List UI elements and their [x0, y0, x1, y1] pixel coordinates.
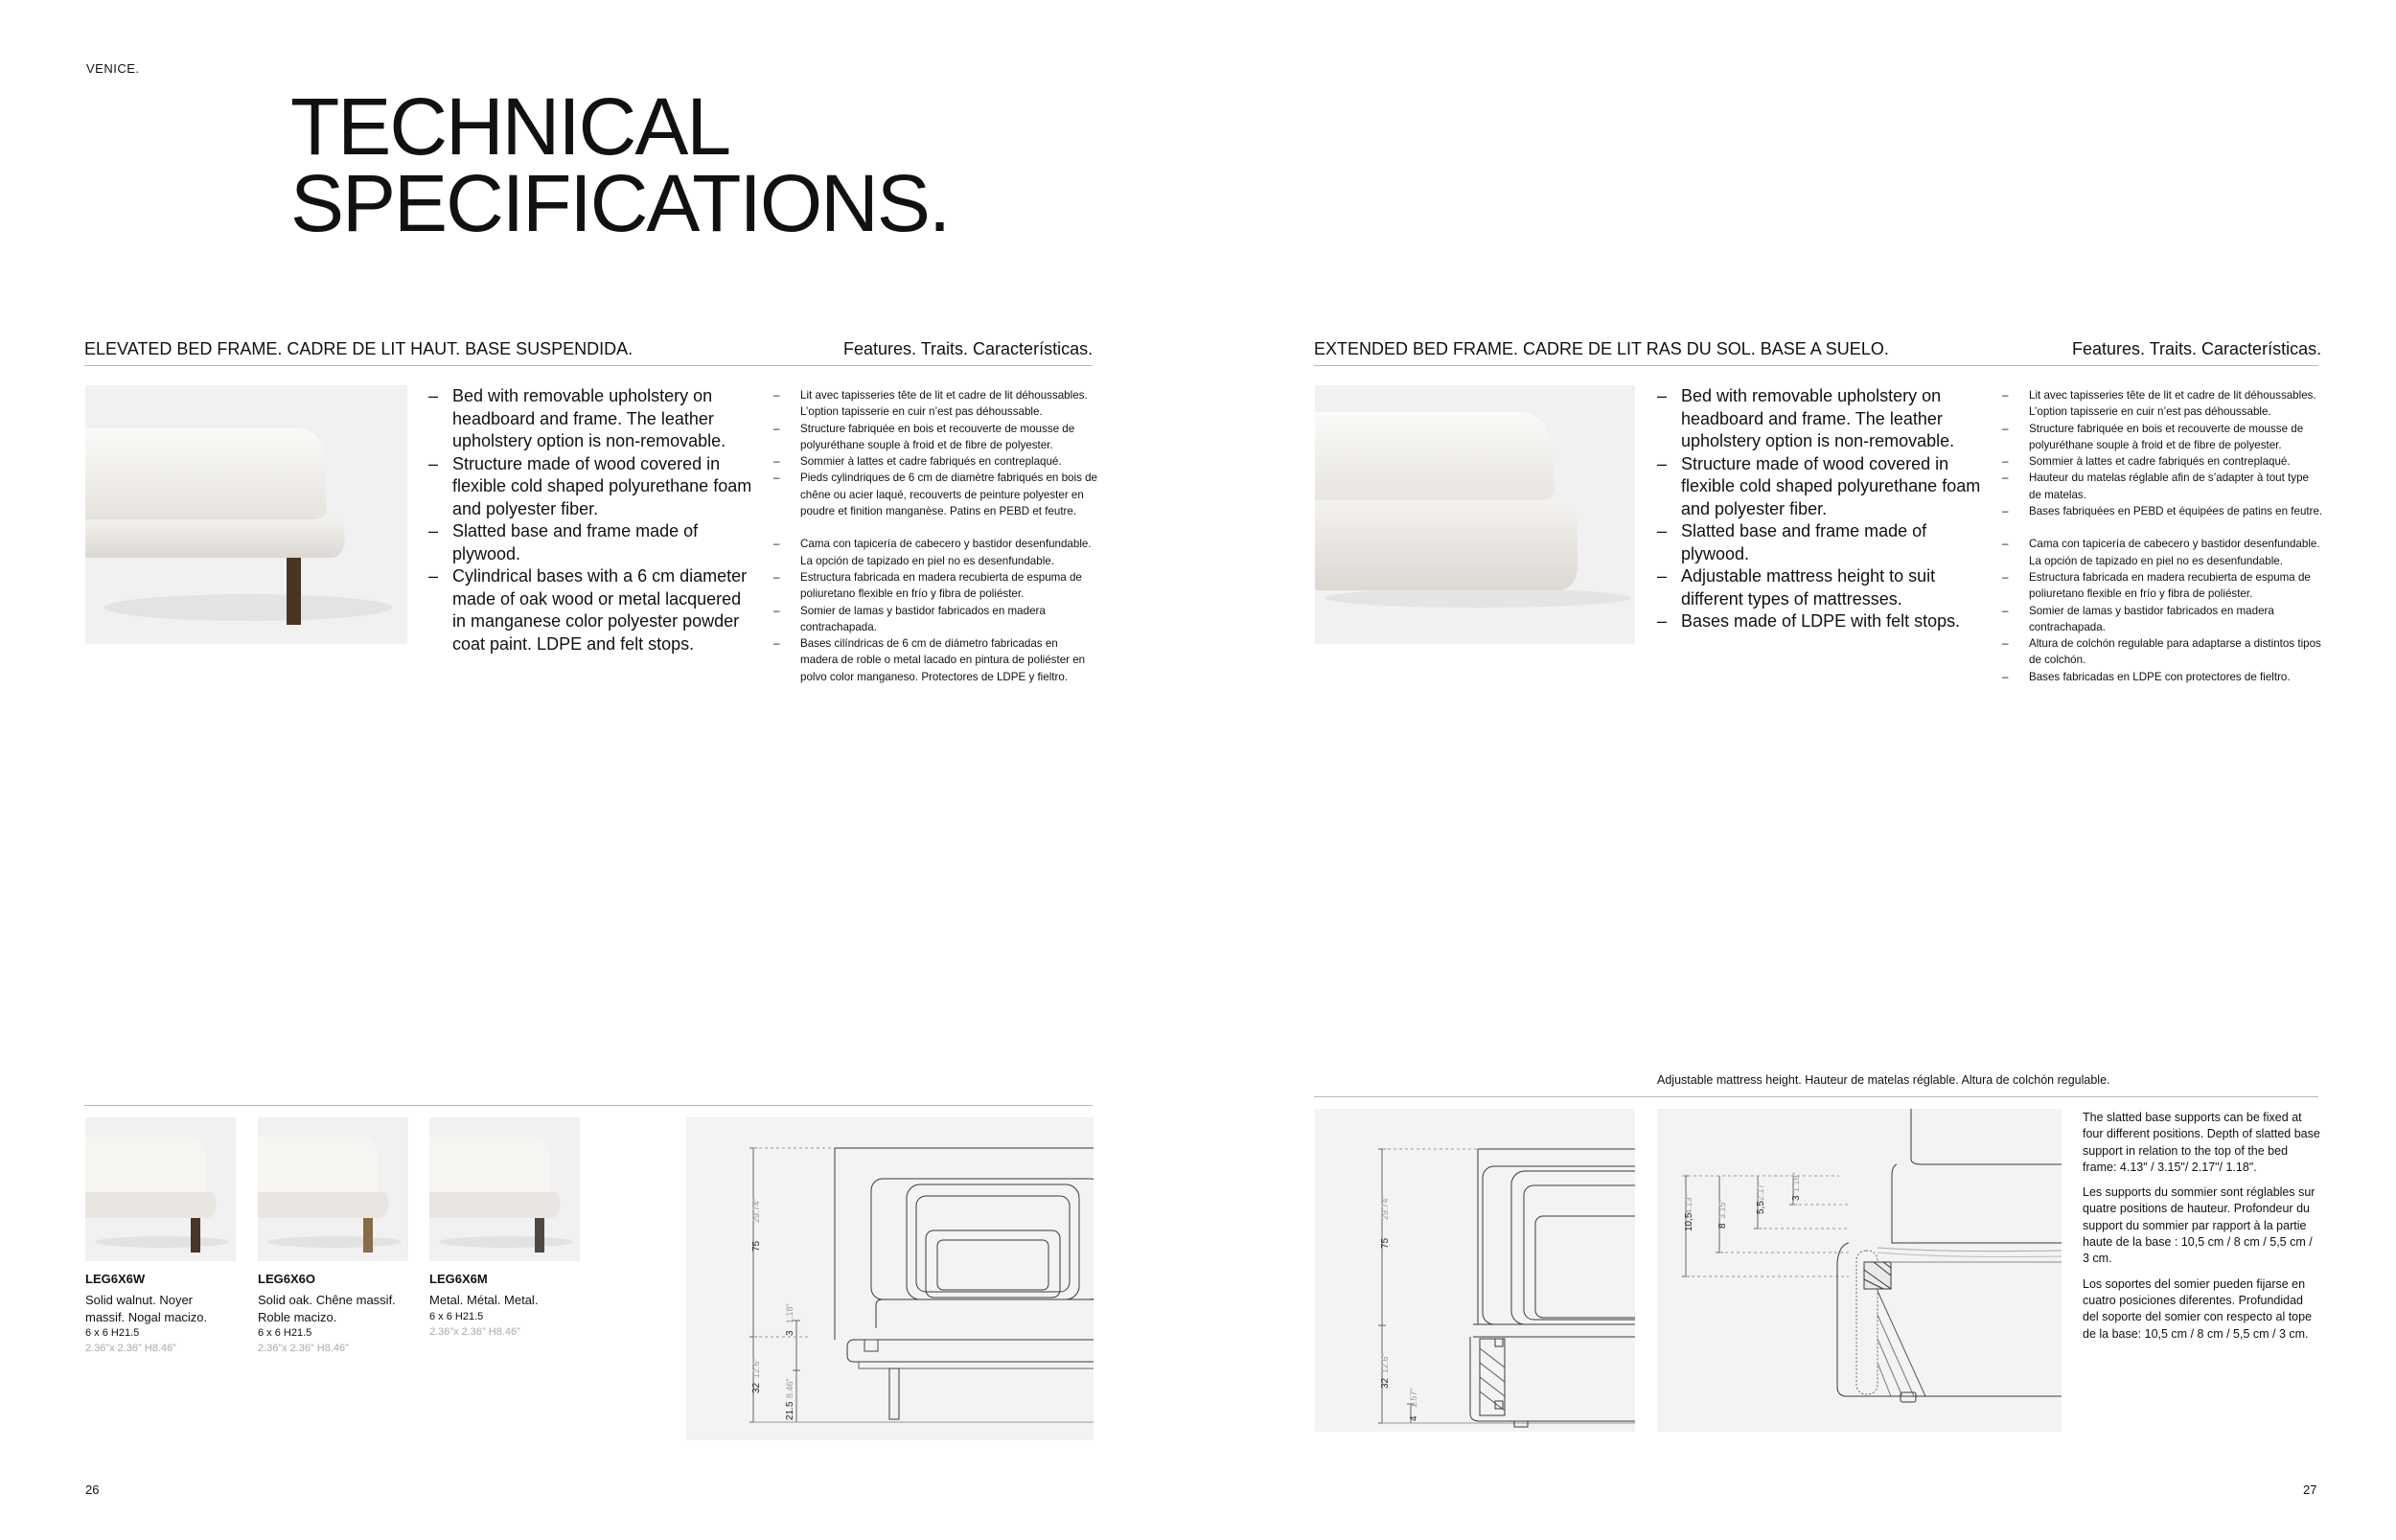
- adjustable-height-notes: [2083, 1110, 2322, 1351]
- title-line-2: SPECIFICATIONS.: [290, 158, 950, 248]
- elevated-features-label: Features. Traits. Características.: [843, 339, 1094, 358]
- adjust-heading: Adjustable mattress height. Hauteur de matelas réglable. Altura de colchón regulable.: [1657, 1073, 2110, 1087]
- list-item: – Bases made of LDPE with felt stops.: [1657, 610, 1983, 633]
- elevated-technical-drawing: [686, 1117, 1094, 1440]
- section-divider: [1314, 365, 2318, 366]
- detail-dim-label: 1.18”: [1791, 1172, 1801, 1192]
- extended-section-heading: EXTENDED BED FRAME. CADRE DE LIT RAS DU SOL. BASE A SUELO.: [1314, 339, 1889, 358]
- list-item: – Bases cilíndricas de 6 cm de diámetro fabricadas en madera de roble o metal lacado en pintura de poliéster en polvo color manganeso. Protectores de LDPE y fieltro.: [773, 635, 1097, 685]
- list-item: – Lit avec tapisseries tête de lit et cadre de lit déhoussables. L’option tapisserie en cuir n’est pas déhoussable.: [773, 387, 1097, 421]
- leg-photo-walnut: [85, 1117, 236, 1261]
- leg-dimensions-cm: 6 x 6 H21.5: [429, 1310, 484, 1322]
- list-item: – Estructura fabricada en madera recubierta de espuma de poliuretano flexible en frío y fibra de poliéster.: [773, 569, 1097, 603]
- section-divider: [84, 1105, 1093, 1106]
- leg-swatch-metal: [535, 1218, 544, 1253]
- leg-dimensions-cm: 6 x 6 H21.5: [258, 1327, 312, 1339]
- leg-description: Solid oak. Chêne massif.: [258, 1293, 396, 1307]
- page-number: 27: [2303, 1483, 2317, 1497]
- list-item: – Sommier à lattes et cadre fabriqués en contreplaqué.: [2002, 453, 2324, 470]
- detail-dimensions: [1682, 1172, 1849, 1276]
- section-divider: [1314, 1096, 2318, 1097]
- dim-label: 21.5: [785, 1401, 795, 1420]
- elevated-features-fr: [773, 387, 1097, 519]
- elevated-features-es: [773, 536, 1097, 685]
- list-item: – Structure fabriquée en bois et recouverte de mousse de polyuréthane souple à froid et de fibre de polyester.: [2002, 421, 2324, 454]
- dim-label: 4: [1409, 1415, 1419, 1421]
- list-item: – Pieds cylindriques de 6 cm de diamètre fabriqués en bois de chêne ou acier laqué, recouverts de peinture polyester en poudre et finition manganèse. Patins en PEBD et feutre.: [773, 470, 1097, 519]
- leg-description: Roble macizo.: [258, 1309, 337, 1324]
- list-item: – Cama con tapicería de cabecero y bastidor desenfundable. La opción de tapizado en piel no es desenfundable.: [773, 536, 1097, 569]
- leg-description: massif. Nogal macizo.: [85, 1309, 208, 1324]
- dim-label: 75: [751, 1240, 762, 1252]
- elevated-section-heading: ELEVATED BED FRAME. CADRE DE LIT HAUT. BASE SUSPENDIDA.: [84, 339, 634, 358]
- list-item: – Bed with removable upholstery on headboard and frame. The leather upholstery option is non-removable.: [1657, 385, 1983, 453]
- leg-option-walnut: [85, 1272, 248, 1356]
- dim-label: 12.6”: [751, 1358, 761, 1378]
- elevated-bed-photo: [85, 385, 407, 644]
- detail-dim-label: 2.17”: [1756, 1181, 1765, 1201]
- leg-description: Metal. Métal. Metal.: [429, 1293, 539, 1307]
- extended-features-en: [1657, 385, 1983, 633]
- elevated-features-en: [428, 385, 754, 655]
- list-item: – Bases fabriquées en PEBD et équipées de patins en feutre.: [2002, 503, 2324, 519]
- adjustable-height-detail-drawing: [1657, 1109, 2062, 1432]
- list-item: – Bed with removable upholstery on headboard and frame. The leather upholstery option is non-removable.: [428, 385, 754, 453]
- page-title: [290, 81, 950, 248]
- leg-option-metal: [429, 1272, 592, 1340]
- detail-dim-label: 10,5: [1684, 1212, 1694, 1231]
- leg-swatch-walnut: [191, 1218, 200, 1253]
- detail-dim-label: 8: [1717, 1223, 1728, 1229]
- leg-photo-metal: [429, 1117, 580, 1261]
- leg-dimensions-in: 2.36”x 2.36” H8.46”: [429, 1325, 520, 1338]
- leg-description: Solid walnut. Noyer: [85, 1293, 193, 1307]
- dim-label: 75: [1380, 1237, 1391, 1249]
- leg-dimensions-cm: 6 x 6 H21.5: [85, 1327, 140, 1339]
- list-item: – Somier de lamas y bastidor fabricados en madera contrachapada.: [773, 603, 1097, 636]
- dim-label: 1.57”: [1409, 1388, 1418, 1408]
- dim-label: 29.74”: [1380, 1195, 1390, 1220]
- note-fr: Les supports du sommier sont réglables sur quatre positions de hauteur. Profondeur du support du sommier par rapport à la partie haute de la base : 10,5 cm / 8 cm / 5,5 cm / 3 cm.: [2083, 1185, 2315, 1266]
- list-item: – Hauteur du matelas réglable afin de s’adapter à tout type de matelas.: [2002, 470, 2324, 503]
- list-item: – Cylindrical bases with a 6 cm diameter made of oak wood or metal lacquered in manganese color polyester powder coat paint. LDPE and felt stops.: [428, 565, 754, 655]
- dim-label: 29.74”: [751, 1198, 761, 1223]
- detail-dim-label: 3: [1791, 1195, 1802, 1201]
- list-item: – Slatted base and frame made of plywood.: [428, 520, 754, 565]
- list-item: – Bases fabricadas en LDPE con protectores de fieltro.: [2002, 669, 2324, 685]
- dim-label: 12.6”: [1380, 1353, 1390, 1373]
- section-divider: [84, 365, 1093, 366]
- detail-dim-label: 3.15”: [1717, 1199, 1727, 1219]
- extended-features-translations: [2002, 387, 2324, 685]
- title-line-1: TECHNICAL: [290, 81, 730, 172]
- list-item: – Altura de colchón regulable para adaptarse a distintos tipos de colchón.: [2002, 635, 2324, 669]
- extended-features-fr: [2002, 387, 2324, 519]
- leg-swatch-oak: [363, 1218, 373, 1253]
- detail-dim-label: 5,5: [1756, 1201, 1766, 1214]
- dim-label: 8.46”: [785, 1378, 795, 1398]
- list-item: – Cama con tapicería de cabecero y bastidor desenfundable. La opción de tapizado en piel no es desenfundable.: [2002, 536, 2324, 569]
- note-es: Los soportes del somier pueden fijarse en cuatro posiciones diferentes. Profundidad del soporte del somier con respecto al tope de la base: 10,5 cm / 8 cm / 5,5 cm / 3 cm.: [2083, 1276, 2313, 1341]
- note-en: The slatted base supports can be fixed at four different positions. Depth of slatted base support in relation to the top of the bed frame: 4.13" / 3.15"/ 2.17"/ 1.18".: [2083, 1111, 2320, 1174]
- elevated-features-translations: [773, 387, 1097, 685]
- list-item: – Structure made of wood covered in flexible cold shaped polyurethane foam and polyester fiber.: [428, 453, 754, 521]
- dim-label: 1.18”: [785, 1303, 795, 1323]
- list-item: – Lit avec tapisseries tête de lit et cadre de lit déhoussables. L’option tapisserie en cuir n’est pas déhoussable.: [2002, 387, 2324, 421]
- extended-features-es: [2002, 536, 2324, 685]
- extended-technical-drawing: [1315, 1109, 1635, 1432]
- elevated-leg-shape: [287, 558, 301, 625]
- detail-dim-label: 4.13”: [1684, 1194, 1693, 1214]
- leg-code: LEG6X6O: [258, 1272, 315, 1286]
- page-number: 26: [85, 1483, 100, 1497]
- list-item: – Somier de lamas y bastidor fabricados en madera contrachapada.: [2002, 603, 2324, 636]
- list-item: – Estructura fabricada en madera recubierta de espuma de poliuretano flexible en frío y fibra de poliéster.: [2002, 569, 2324, 603]
- dim-label: 32: [1380, 1377, 1391, 1389]
- brand-label: VENICE.: [86, 61, 140, 76]
- list-item: – Sommier à lattes et cadre fabriqués en contreplaqué.: [773, 453, 1097, 470]
- leg-photo-oak: [258, 1117, 408, 1261]
- leg-code: LEG6X6M: [429, 1272, 488, 1286]
- extended-bed-photo: [1315, 385, 1635, 644]
- dim-label: 3: [785, 1330, 795, 1336]
- list-item: – Structure made of wood covered in flexible cold shaped polyurethane foam and polyester fiber.: [1657, 453, 1983, 521]
- list-item: – Structure fabriquée en bois et recouverte de mousse de polyuréthane souple à froid et de fibre de polyester.: [773, 421, 1097, 454]
- list-item: – Adjustable mattress height to suit different types of mattresses.: [1657, 565, 1983, 610]
- leg-dimensions-in: 2.36”x 2.36” H8.46”: [258, 1343, 349, 1354]
- leg-option-oak: [258, 1272, 421, 1356]
- leg-code: LEG6X6W: [85, 1272, 146, 1286]
- dim-label: 32: [751, 1382, 762, 1393]
- extended-features-label: Features. Traits. Características.: [2072, 339, 2322, 358]
- list-item: – Slatted base and frame made of plywood.: [1657, 520, 1983, 565]
- leg-dimensions-in: 2.36”x 2.36” H8.46”: [85, 1343, 176, 1354]
